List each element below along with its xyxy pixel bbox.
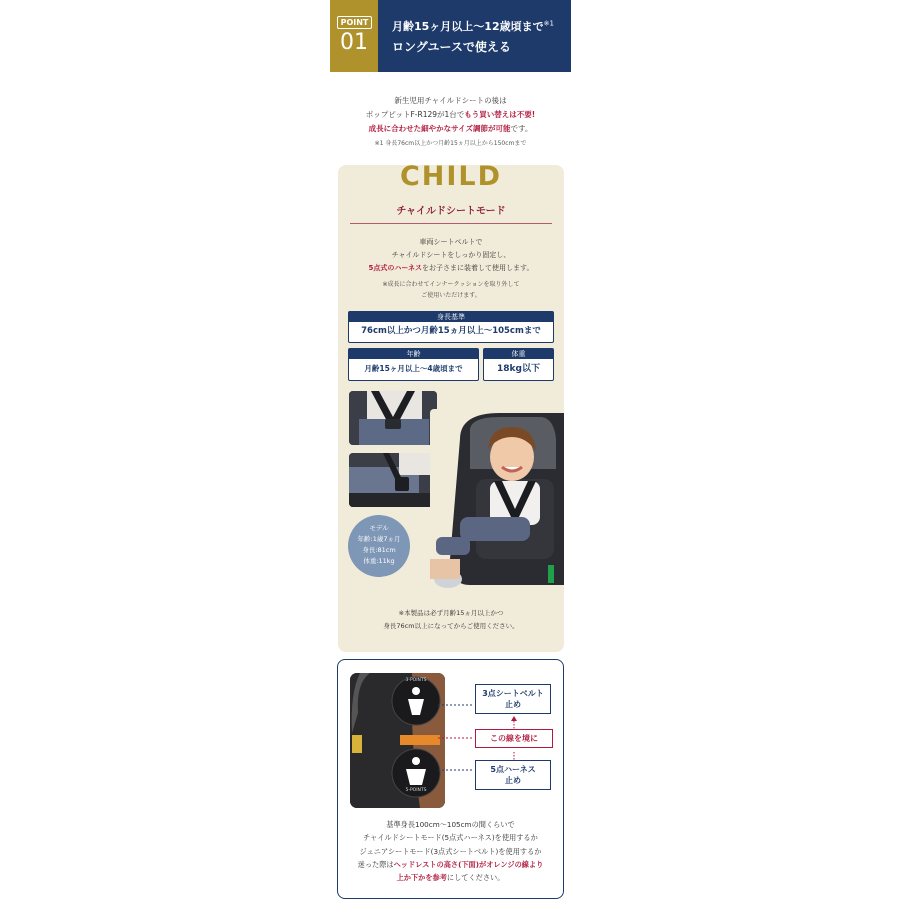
belt-guide-description xyxy=(338,818,563,884)
label-5point-harness xyxy=(475,760,551,790)
age-spec-label: 年齢 xyxy=(349,349,478,359)
model-height: 身長:81cm xyxy=(362,546,396,554)
weight-spec-label: 体重 xyxy=(484,349,553,359)
child-desc-line3 xyxy=(338,262,564,275)
header-title-text: 月齢15ヶ月以上〜12歳頃まで xyxy=(392,20,544,33)
intro-line2-c: ! xyxy=(531,110,536,119)
child-footnote xyxy=(338,607,564,633)
label-3point-line2: 止め xyxy=(505,700,521,709)
harness-photo-buckle xyxy=(349,453,437,507)
intro-line2 xyxy=(330,108,571,122)
header-title-line1 xyxy=(392,18,554,34)
header-title-line2: ロングユースで使える xyxy=(392,40,511,54)
point-header xyxy=(330,0,571,72)
model-title: モデル xyxy=(369,524,389,532)
child-note xyxy=(338,279,564,301)
height-spec-box xyxy=(348,311,554,343)
child-desc-line3-b: をお子さまに装着して使用します。 xyxy=(422,264,534,272)
child-note-line1: ※成長に合わせてインナークッションを取り外して xyxy=(382,281,520,288)
child-desc-line2: チャイルドシートをしっかり固定し、 xyxy=(391,251,511,259)
intro-line3-emphasis: 成長に合わせた細やかなサイズ調節が可能 xyxy=(368,124,511,133)
belt-desc-emphasis2: 上か下かを参考 xyxy=(396,873,447,883)
header-footnote-mark: ※1 xyxy=(543,19,554,28)
belt-desc-line2: チャイルドシートモード(5点式ハーネス)を使用するか xyxy=(363,833,538,843)
point-tag: POINT xyxy=(337,16,372,29)
model-info-badge xyxy=(348,515,410,577)
height-spec-label: 身長基準 xyxy=(349,312,553,322)
product-detail-column xyxy=(330,0,571,900)
belt-desc-line5 xyxy=(338,871,563,884)
intro-text xyxy=(330,94,571,136)
badge-5points: 5-POINTS xyxy=(405,788,427,793)
belt-desc-line4 xyxy=(338,858,563,871)
divider xyxy=(350,223,552,224)
point-number: 01 xyxy=(340,30,368,55)
harness-photo-chest xyxy=(349,391,437,445)
age-spec-box xyxy=(348,348,479,381)
belt-desc-line1: 基準身長100cm〜105cmの間くらいで xyxy=(386,820,515,829)
connector-lines xyxy=(438,700,478,780)
child-foot-line1: ※本製品は必ず月齢15ヵ月以上かつ xyxy=(398,609,504,617)
weight-spec-value: 18kg以下 xyxy=(497,364,540,374)
belt-desc-line5-b: にしてください。 xyxy=(446,873,505,883)
intro-line2-a: ポップピットF-R129が1台で xyxy=(365,110,465,119)
weight-spec-box xyxy=(483,348,554,381)
label-5point-line2: 止め xyxy=(505,776,521,785)
child-description xyxy=(338,236,564,275)
belt-guide-card xyxy=(337,659,564,899)
label-3point-belt xyxy=(475,684,551,714)
intro-line1: 新生児用チャイルドシートの後は xyxy=(394,96,507,105)
child-mode-card xyxy=(338,161,564,652)
intro-line3-b: です。 xyxy=(510,124,533,133)
child-subtitle: チャイルドシートモード xyxy=(396,206,506,217)
child-note-line2: ご使用いただけます。 xyxy=(421,292,481,299)
belt-desc-line3: ジュニアシートモード(3点式シートベルト)を使用するか xyxy=(359,846,542,856)
intro-line2-emphasis: もう買い替えは不要 xyxy=(464,110,532,119)
seat-side-photo xyxy=(350,673,445,808)
point-badge xyxy=(330,0,378,72)
intro-line3 xyxy=(330,122,571,136)
height-spec-value: 76cm以上かつ月齢15ヵ月以上〜105cmまで xyxy=(361,326,541,336)
badge-3points: 3-POINTS xyxy=(405,678,427,683)
child-in-seat-photo xyxy=(430,409,564,599)
child-title: CHILD xyxy=(399,161,503,192)
intro-footnote: ※1 身長76cm以上かつ月齢15ヵ月以上から150cmまで xyxy=(374,140,527,147)
label-boundary-line: この線を境に xyxy=(475,729,553,748)
belt-desc-line4-a: 迷った際は xyxy=(357,859,394,869)
label-5point-line1: 5点ハーネス xyxy=(490,765,536,774)
model-age: 年齢:1歳7ヵ月 xyxy=(357,535,401,543)
age-spec-value: 月齢15ヶ月以上〜4歳頃まで xyxy=(364,364,463,373)
child-foot-line2: 身長76cm以上になってからご使用ください。 xyxy=(383,622,519,630)
belt-desc-emphasis1: ヘッドレストの高さ(下面)がオレンジの線より xyxy=(393,859,544,869)
child-desc-emphasis: 5点式のハーネス xyxy=(368,264,423,272)
label-3point-line1: 3点シートベルト xyxy=(482,689,544,698)
model-weight: 体重:11kg xyxy=(363,557,395,565)
child-desc-line1: 車両シートベルトで xyxy=(419,238,483,246)
